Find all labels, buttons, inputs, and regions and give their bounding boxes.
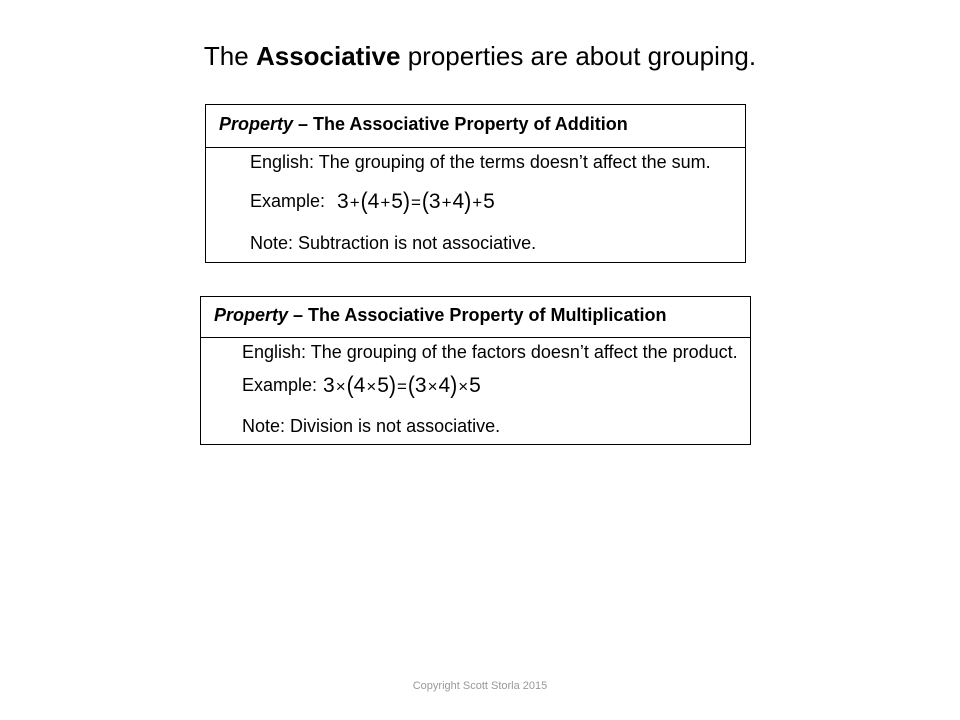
equation-operator: × [335, 377, 346, 396]
equation-number: 3 [414, 374, 427, 397]
equation-number: 5 [483, 190, 495, 213]
equation-parenthesis: ) [464, 188, 472, 215]
header-property-label: Property [219, 114, 294, 134]
equation-operator: + [349, 193, 360, 212]
equation-number: 3 [428, 190, 441, 213]
addition-example-equation [337, 190, 495, 214]
equation-operator: × [427, 377, 438, 396]
addition-english-text: English: The grouping of the terms doesn’t affect the sum. [250, 152, 711, 172]
multiplication-example-equation [323, 374, 481, 398]
equation-operator: × [458, 377, 469, 396]
equation-number: 4 [438, 374, 451, 397]
equation-parenthesis: ( [346, 372, 354, 399]
equation-number: 3 [323, 374, 335, 397]
equation-number: 4 [353, 374, 366, 397]
equation-number: 4 [367, 190, 380, 213]
title-suffix: properties are about grouping. [400, 41, 757, 71]
addition-note-text: Note: Subtraction is not associative. [250, 233, 537, 253]
equation-operator: × [366, 377, 377, 396]
equation-parenthesis: ( [421, 188, 429, 215]
equation-parenthesis: ) [402, 188, 410, 215]
equation-number: 5 [377, 374, 389, 397]
title-prefix: The [203, 41, 256, 71]
header-property-label: Property [214, 305, 289, 325]
equation-number: 3 [337, 190, 349, 213]
equation-operator: + [441, 193, 452, 212]
header-title: – The Associative Property of Multiplication [288, 305, 667, 325]
header-title: – The Associative Property of Addition [293, 114, 628, 134]
addition-box-header [206, 105, 745, 148]
equation-parenthesis: ) [450, 372, 458, 399]
equation-parenthesis: ( [360, 188, 368, 215]
multiplication-english-text: English: The grouping of the factors doesn’t affect the product. [242, 342, 738, 362]
copyright-footer: Copyright Scott Storla 2015 [412, 680, 548, 692]
equation-operator: + [380, 193, 391, 212]
slide-title [0, 38, 960, 74]
addition-example-label: Example: [250, 191, 326, 211]
multiplication-box-header [201, 297, 750, 338]
multiplication-example-label: Example: [242, 375, 318, 395]
equation-operator: = [410, 193, 421, 212]
equation-operator: + [472, 193, 483, 212]
multiplication-property-box [200, 296, 751, 445]
equation-number: 5 [391, 190, 403, 213]
title-bold-word: Associative [255, 41, 401, 71]
equation-number: 4 [452, 190, 465, 213]
equation-parenthesis: ) [388, 372, 396, 399]
equation-parenthesis: ( [407, 372, 415, 399]
multiplication-note-text: Note: Division is not associative. [242, 416, 501, 436]
equation-number: 5 [469, 374, 481, 397]
equation-operator: = [396, 377, 407, 396]
addition-property-box [205, 104, 746, 263]
